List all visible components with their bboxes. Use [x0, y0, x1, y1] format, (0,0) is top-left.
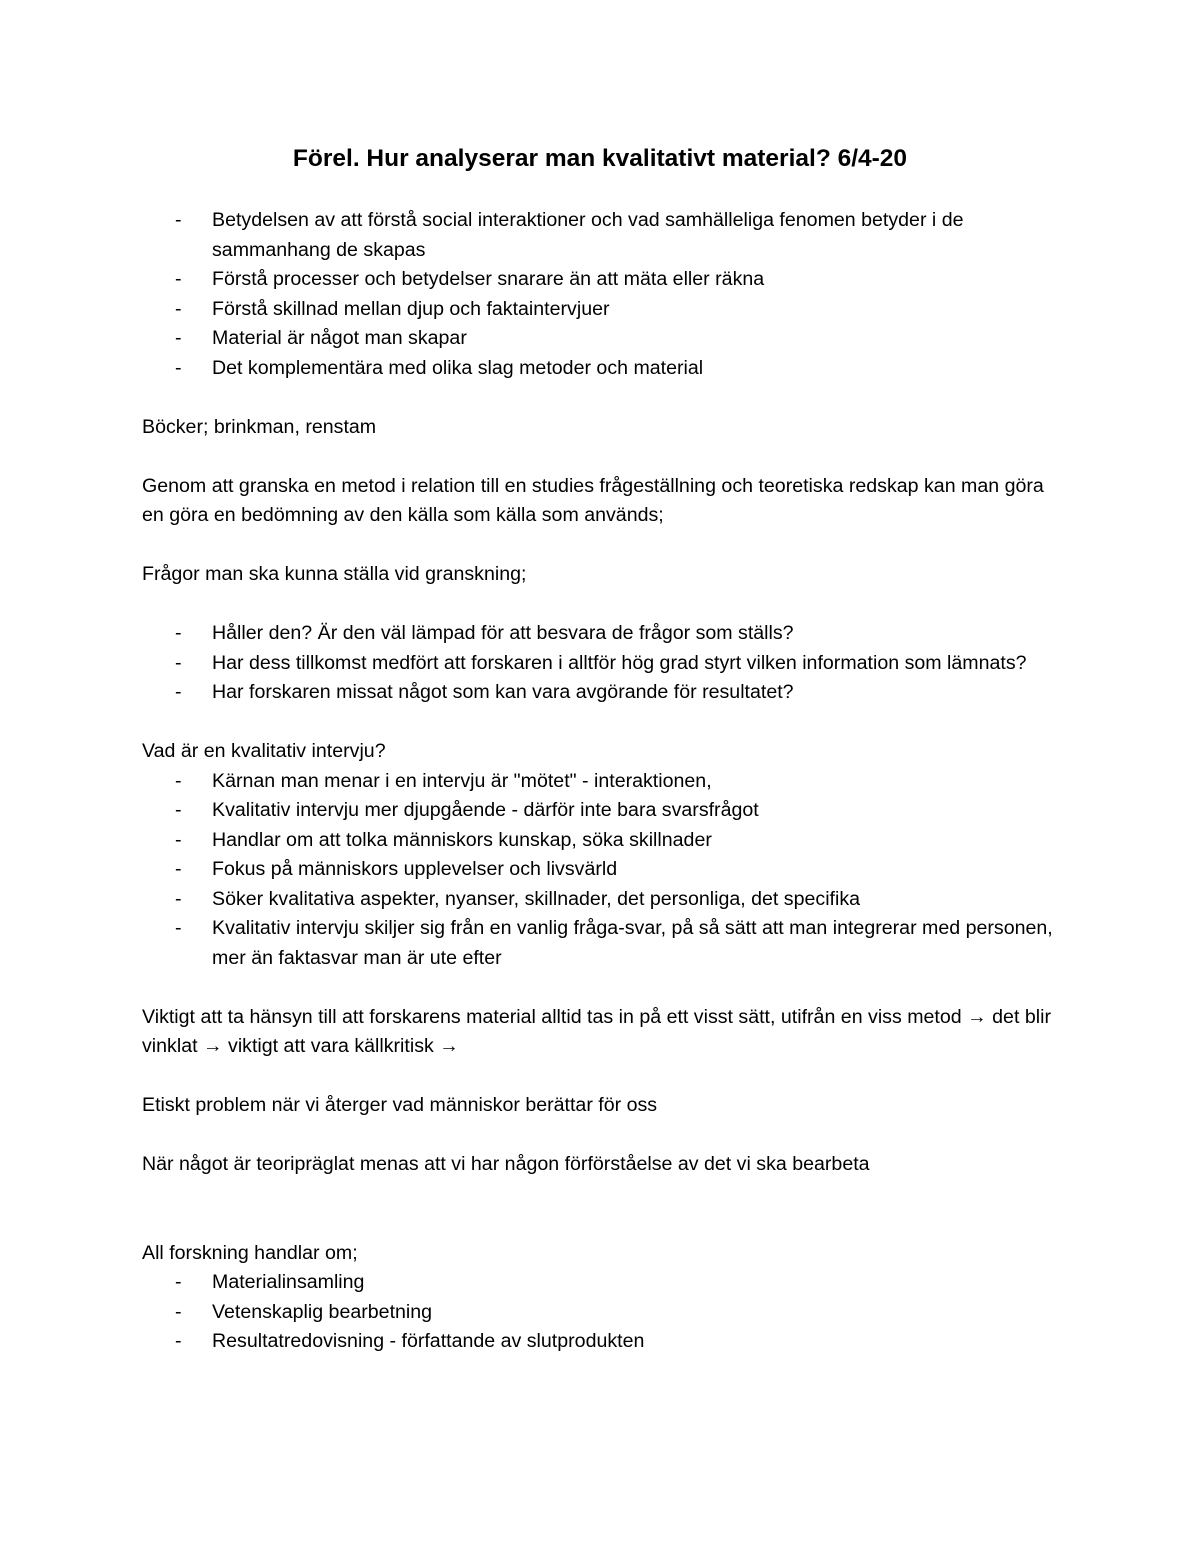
intro-list [142, 206, 1060, 383]
spacer [142, 1209, 1060, 1239]
review-paragraph: Genom att granska en metod i relation till en studies frågeställning och teoretiska redskap kan man göra en göra en bedömning av den källa som källa som används; [142, 474, 1044, 526]
list-bullet: - [175, 681, 182, 703]
list-item-text: Resultatredovisning - författande av slutprodukten [212, 1330, 645, 1352]
questions-list [142, 619, 1060, 708]
list-item-text: Handlar om att tolka människors kunskap, söka skillnader [212, 828, 712, 851]
list-item [142, 796, 1060, 826]
document-title: Förel. Hur analyserar man kvalitativt material? 6/4-20 [292, 145, 908, 172]
questions-heading: Frågor man ska kunna ställa vid granskning; [142, 563, 527, 585]
important-paragraph: Viktigt att ta hänsyn till att forskarens material alltid tas in på ett visst sätt, utifrån en viss metod → det blir vinklat → viktigt att vara källkritisk → [142, 1005, 1051, 1057]
spacer [142, 973, 1060, 1003]
list-bullet: - [175, 1300, 182, 1323]
list-bullet: - [175, 356, 182, 379]
list-item [142, 265, 1060, 295]
list-item [142, 324, 1060, 354]
list-item-text: Söker kvalitativa aspekter, nyanser, skillnader, det personliga, det specifika [212, 887, 861, 910]
list-item [142, 1298, 1060, 1328]
list-item-text: Fokus på människors upplevelser och livsvärld [212, 858, 618, 880]
list-item-text: Betydelsen av att förstå social interaktioner och vad samhälleliga fenomen betyder i de sammanhang de skapas [212, 209, 964, 261]
list-item [142, 855, 1060, 885]
list-item [142, 619, 1060, 649]
list-bullet: - [175, 297, 182, 320]
interview-heading: Vad är en kvalitativ intervju? [142, 740, 386, 762]
list-item-text: Det komplementära med olika slag metoder och material [212, 356, 704, 379]
list-item [142, 885, 1060, 915]
list-bullet: - [175, 917, 182, 939]
spacer [142, 708, 1060, 738]
theory-line: När något är teoripräglat menas att vi har någon förförståelse av det vi ska bearbeta [142, 1153, 870, 1175]
spacer [142, 590, 1060, 620]
list-bullet: - [175, 209, 182, 231]
list-item [142, 354, 1060, 384]
research-list [142, 1268, 1060, 1357]
books-line: Böcker; brinkman, renstam [142, 415, 377, 438]
list-item [142, 295, 1060, 325]
list-item-text: Materialinsamling [212, 1271, 365, 1293]
list-bullet: - [175, 858, 182, 880]
list-bullet: - [175, 828, 182, 851]
spacer [142, 1121, 1060, 1151]
ethics-line: Etiskt problem när vi återger vad människor berättar för oss [142, 1094, 658, 1116]
spacer [142, 1180, 1060, 1210]
list-item-text: Kvalitativ intervju skiljer sig från en vanlig fråga-svar, på så sätt att man integrerar med personen, mer än faktasvar man är ute efter [212, 917, 1053, 969]
list-item-text: Material är något man skapar [212, 327, 467, 349]
list-item-text: Förstå processer och betydelser snarare än att mäta eller räkna [212, 268, 765, 290]
list-item-text: Har forskaren missat något som kan vara avgörande för resultatet? [212, 681, 794, 703]
research-heading: All forskning handlar om; [142, 1241, 358, 1264]
spacer [142, 531, 1060, 561]
list-bullet: - [175, 769, 182, 792]
list-item [142, 678, 1060, 708]
list-item [142, 1327, 1060, 1357]
spacer [142, 1062, 1060, 1092]
list-item-text: Vetenskaplig bearbetning [212, 1300, 433, 1323]
list-bullet: - [175, 327, 182, 349]
list-item [142, 649, 1060, 679]
spacer [142, 383, 1060, 413]
list-item [142, 767, 1060, 797]
list-item-text: Kärnan man menar i en intervju är "mötet" - interaktionen, [212, 769, 712, 792]
list-item-text: Håller den? Är den väl lämpad för att besvara de frågor som ställs? [212, 622, 794, 644]
list-bullet: - [175, 268, 182, 290]
list-item-text: Kvalitativ intervju mer djupgående - därför inte bara svarsfrågot [212, 799, 759, 821]
list-bullet: - [175, 1271, 182, 1293]
document-body [142, 206, 1060, 1357]
list-bullet: - [175, 799, 182, 821]
spacer [142, 442, 1060, 472]
list-bullet: - [175, 1330, 182, 1352]
list-item [142, 206, 1060, 265]
interview-list [142, 767, 1060, 974]
list-item-text: Har dess tillkomst medfört att forskaren i alltför hög grad styrt vilken information som lämnats? [212, 651, 1027, 674]
list-item [142, 914, 1060, 973]
list-bullet: - [175, 887, 182, 910]
list-item [142, 1268, 1060, 1298]
list-item [142, 826, 1060, 856]
list-item-text: Förstå skillnad mellan djup och faktaintervjuer [212, 297, 610, 320]
list-bullet: - [175, 651, 182, 674]
list-bullet: - [175, 622, 182, 644]
